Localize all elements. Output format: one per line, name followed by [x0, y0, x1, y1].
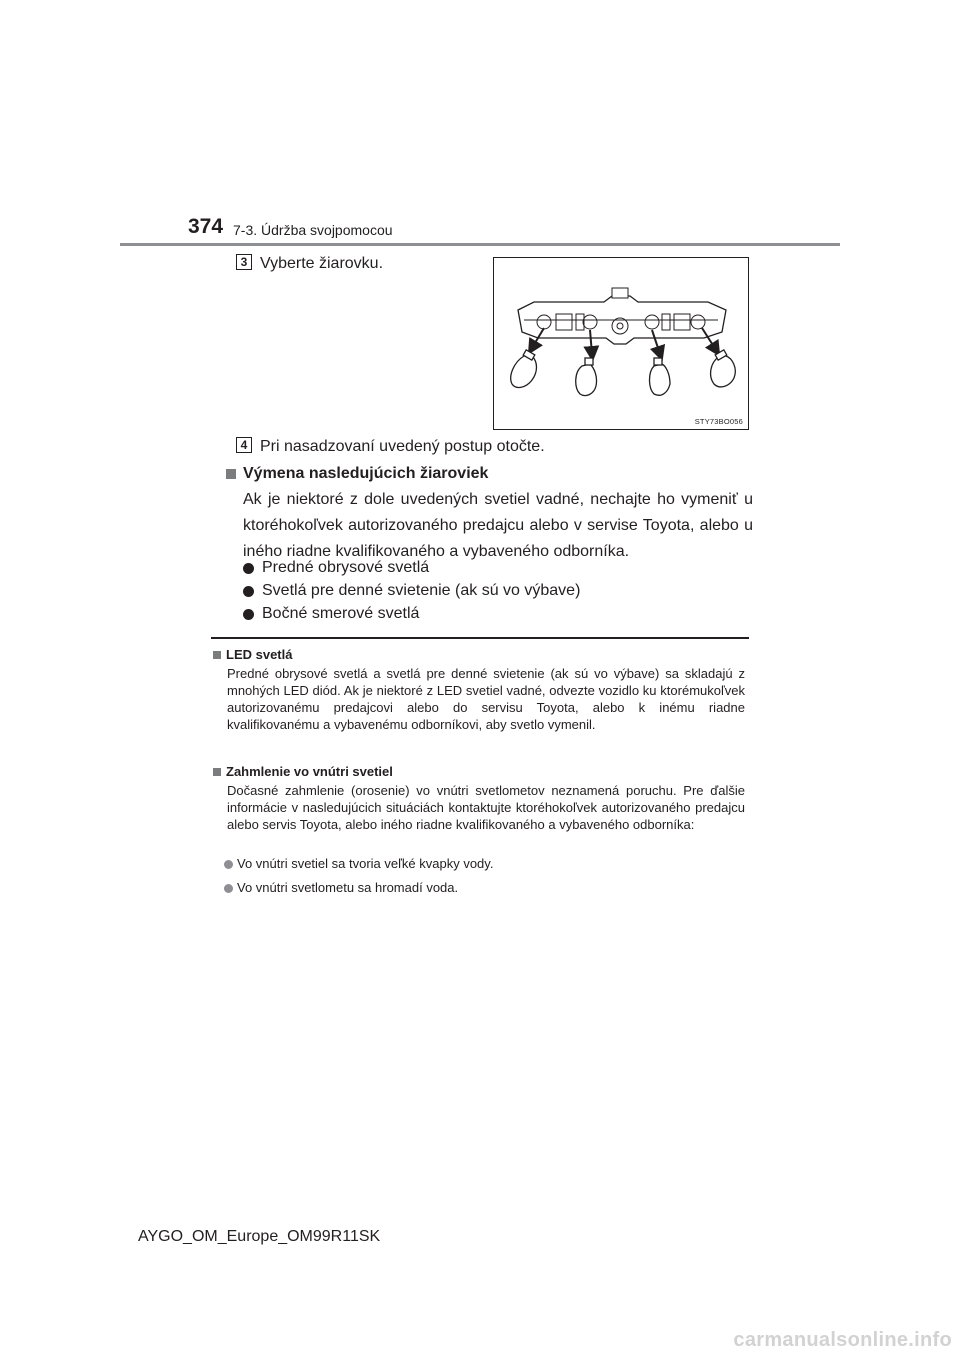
- step-3-text: Vyberte žiarovku.: [260, 255, 384, 272]
- page-number: 374: [188, 215, 224, 238]
- note-title: Zahmlenie vo vnútri svetiel: [226, 764, 393, 779]
- document-code: AYGO_OM_Europe_OM99R11SK: [138, 1228, 381, 1245]
- note-marker-icon: [213, 651, 221, 659]
- bullet-icon: [243, 609, 254, 620]
- section-title: Výmena nasledujúcich žiaroviek: [243, 465, 489, 482]
- step-3-badge: 3: [236, 254, 252, 270]
- note-bullet-item: Vo vnútri svetiel sa tvoria veľké kvapky vody.: [237, 856, 494, 871]
- note-text: Predné obrysové svetlá a svetlá pre denné svietenie (ak sú vo výbave) sa skladajú z mnohých LED diód. Ak je niektoré z LED svetiel vadné, odvezte vozidlo ku ktorémukoľvek autorizovanému predajcovi alebo do servisu Toyota, alebo k inému riadne kvalifikovanému a vybavenému odborníkovi, aby svetlo vymenil.: [227, 666, 745, 732]
- note-marker-icon: [213, 768, 221, 776]
- chapter-title: 7-3. Údržba svojpomocou: [233, 222, 393, 238]
- section-paragraph: Ak je niektoré z dole uvedených svetiel vadné, nechajte ho vymeniť u ktoréhokoľvek autorizovaného predajcu alebo v servise Toyota, alebo u iného riadne kvalifikovaného a vybaveného odborníka.: [243, 491, 753, 560]
- note-bullet-item: Vo vnútri svetlometu sa hromadí voda.: [237, 880, 459, 895]
- bullet-item: Bočné smerové svetlá: [262, 605, 420, 622]
- note-bullet-icon: [224, 860, 233, 869]
- bulb-holder-illustration: [494, 258, 748, 429]
- step-4-badge: 4: [236, 437, 252, 453]
- note-title: LED svetlá: [226, 647, 293, 662]
- bullet-item: Svetlá pre denné svietenie (ak sú vo výbave): [262, 582, 581, 599]
- bullet-item: Predné obrysové svetlá: [262, 559, 430, 576]
- notes-divider: [211, 637, 749, 639]
- step-4-text: Pri nasadzovaní uvedený postup otočte.: [260, 438, 545, 455]
- watermark: carmanualsonline.info: [733, 1329, 952, 1351]
- bullet-icon: [243, 563, 254, 574]
- bullet-icon: [243, 586, 254, 597]
- section-marker-icon: [226, 469, 236, 479]
- header-divider: [120, 243, 840, 246]
- note-text: Dočasné zahmlenie (orosenie) vo vnútri svetlometov neznamená poruchu. Pre ďalšie informácie v nasledujúcich situáciách kontaktujte ktoréhokoľvek autorizovaného predajcu alebo servis Toyota, alebo iného riadne kvalifikovaného a vybaveného odborníka:: [227, 783, 745, 832]
- figure-code: STY73BO056: [694, 417, 743, 426]
- bulb-removal-figure: [493, 257, 749, 430]
- note-bullet-icon: [224, 884, 233, 893]
